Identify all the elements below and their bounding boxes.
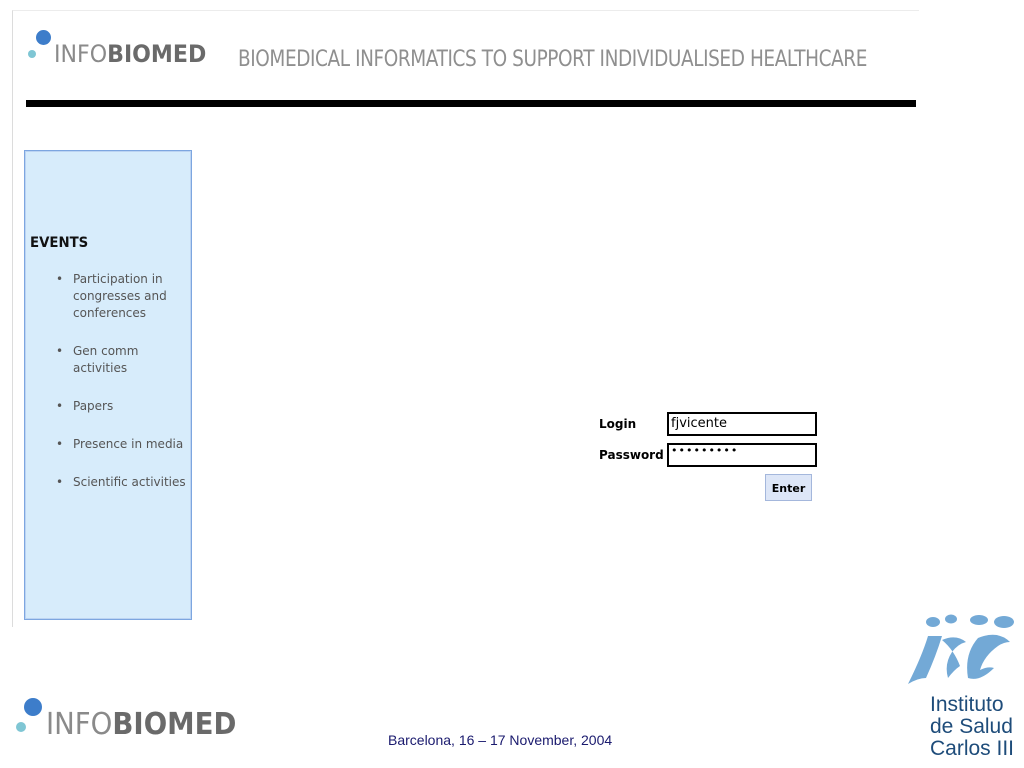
- logo-light-text: INFO: [54, 40, 108, 68]
- password-label: Password: [599, 448, 664, 462]
- events-sidebar: [24, 150, 192, 620]
- header-divider: [26, 100, 916, 107]
- logo-dots-icon: [28, 30, 54, 66]
- institute-line-3: Carlos III: [930, 737, 1015, 760]
- sidebar-item-media[interactable]: • Presence in media: [55, 436, 189, 453]
- footer-logo-light-text: INFO: [46, 707, 113, 742]
- header-tagline: BIOMEDICAL INFORMATICS TO SUPPORT INDIVIDUALISED HEALTHCARE: [238, 47, 867, 72]
- institute-name: [930, 694, 1014, 760]
- sidebar-item-participation[interactable]: • Participation in congresses and conferences: [55, 271, 189, 322]
- footer-logo-bold-text: BIOMED: [112, 707, 237, 742]
- login-field[interactable]: fjvicente: [667, 412, 817, 436]
- sidebar-menu: [55, 271, 189, 512]
- infobiomed-footer-logo: [16, 698, 253, 740]
- login-label: Login: [599, 417, 637, 431]
- logo-wordmark: [54, 42, 206, 66]
- enter-button[interactable]: Enter: [765, 474, 812, 501]
- infobiomed-header-logo: [28, 30, 220, 66]
- institute-line-1: Instituto: [930, 693, 1004, 716]
- sidebar-item-scientific[interactable]: • Scientific activities: [55, 474, 189, 491]
- sidebar-heading: EVENTS: [30, 235, 89, 251]
- footer-event-text: Barcelona, 16 – 17 November, 2004: [388, 732, 613, 748]
- sidebar-item-papers[interactable]: • Papers: [55, 398, 189, 415]
- logo-dots-icon: [16, 698, 46, 740]
- institute-line-2: de Salud: [930, 715, 1013, 738]
- footer-logo-wordmark: [46, 707, 237, 742]
- logo-bold-text: BIOMED: [107, 40, 207, 68]
- sidebar-item-gen-comm[interactable]: • Gen comm activities: [55, 343, 189, 377]
- password-field[interactable]: •••••••••: [667, 443, 817, 467]
